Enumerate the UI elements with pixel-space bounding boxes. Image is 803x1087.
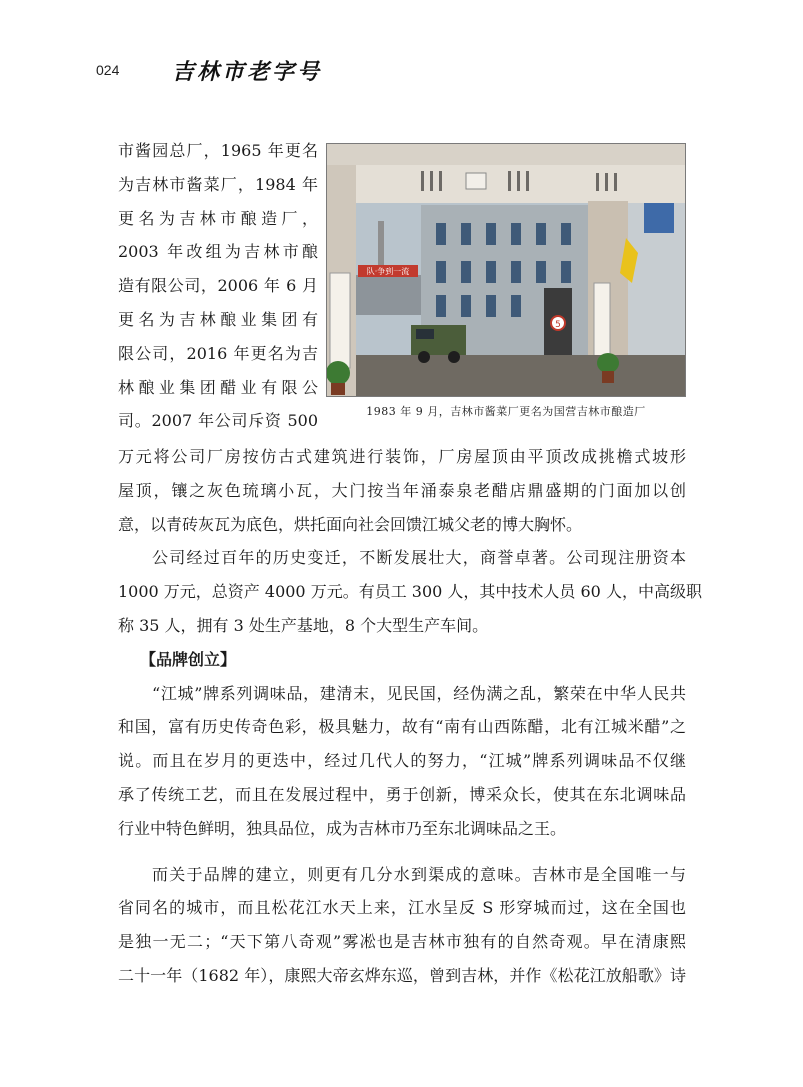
text-line: 司。2007 年公司斥资 500 — [118, 411, 318, 431]
text-beside-photo — [118, 134, 318, 438]
main-text — [118, 440, 702, 993]
text-line: 公司经过百年的历史变迁，不断发展壮大，商誉卓著。公司现注册资本 — [152, 548, 686, 568]
text-line: 二十一年（1682 年），康熙大帝玄烨东巡，曾到吉林，并作《松花江放船歌》诗 — [118, 965, 686, 985]
text-line: 市酱园总厂，1965 年更名 — [118, 141, 318, 160]
section-heading: 【品牌创立】 — [140, 649, 237, 669]
text-line: 更名为吉林市酿造厂， — [118, 208, 318, 228]
text-line: 为吉林市酱菜厂，1984 年 — [118, 174, 318, 194]
text-line: 和国，富有历史传奇色彩，极具魅力，故有“南有山西陈醋，北有江城米醋”之 — [118, 717, 686, 737]
text-line: 屋顶，镶之灰色琉璃小瓦，大门按当年涌泰泉老醋店鼎盛期的门面加以创 — [118, 480, 686, 500]
page-number: 024 — [96, 62, 120, 78]
text-line: 承了传统工艺，而且在发展过程中，勇于创新，博采众长，使其在东北调味品 — [118, 784, 686, 804]
photo-caption: 1983 年 9 月，吉林市酱菜厂更名为国营吉林市酿造厂 — [366, 405, 646, 418]
text-line: “江城”牌系列调味品，建清末，见民国，经伪满之乱，繁荣在中华人民共 — [152, 683, 686, 703]
text-line: 称 35 人，拥有 3 处生产基地，8 个大型生产车间。 — [118, 615, 489, 635]
text-line: 1000 万元，总资产 4000 万元。有员工 300 人，其中技术人员 60 人，中高级职 — [118, 582, 702, 602]
text-line: 行业中特色鲜明，独具品位，成为吉林市乃至东北调味品之王。 — [118, 818, 567, 838]
text-line: 万元将公司厂房按仿古式建筑进行装饰，厂房屋顶由平顶改成挑檐式坡形 — [118, 447, 686, 466]
text-line: 说。而且在岁月的更迭中，经过几代人的努力，“江城”牌系列调味品不仅继 — [118, 751, 686, 771]
factory-gate-photo — [326, 143, 686, 397]
text-line: 造有限公司，2006 年 6 月 — [118, 276, 318, 296]
text-line: 林酿业集团醋业有限公 — [118, 377, 318, 397]
text-line: 2003 年改组为吉林市酿 — [118, 242, 318, 262]
text-line: 更名为吉林酿业集团有 — [118, 309, 318, 329]
text-line: 限公司，2016 年更名为吉 — [118, 343, 318, 363]
banner-text: 队·争到一流 — [366, 267, 410, 276]
paragraph-gap — [118, 846, 686, 858]
text-line: 是独一无二；“天下第八奇观”雾凇也是吉林市独有的自然奇观。早在清康熙 — [118, 932, 686, 952]
text-line: 省同名的城市，而且松花江水天上来，江水呈反 S 形穿城而过，这在全国也 — [118, 898, 686, 918]
text-line: 而关于品牌的建立，则更有几分水到渠成的意味。吉林市是全国唯一与 — [152, 864, 686, 884]
running-head-title: 吉林市老字号 — [172, 59, 323, 85]
text-line: 意，以青砖灰瓦为底色，烘托面向社会回馈江城父老的博大胸怀。 — [118, 514, 583, 534]
door-number-sign: 5 — [555, 320, 561, 330]
